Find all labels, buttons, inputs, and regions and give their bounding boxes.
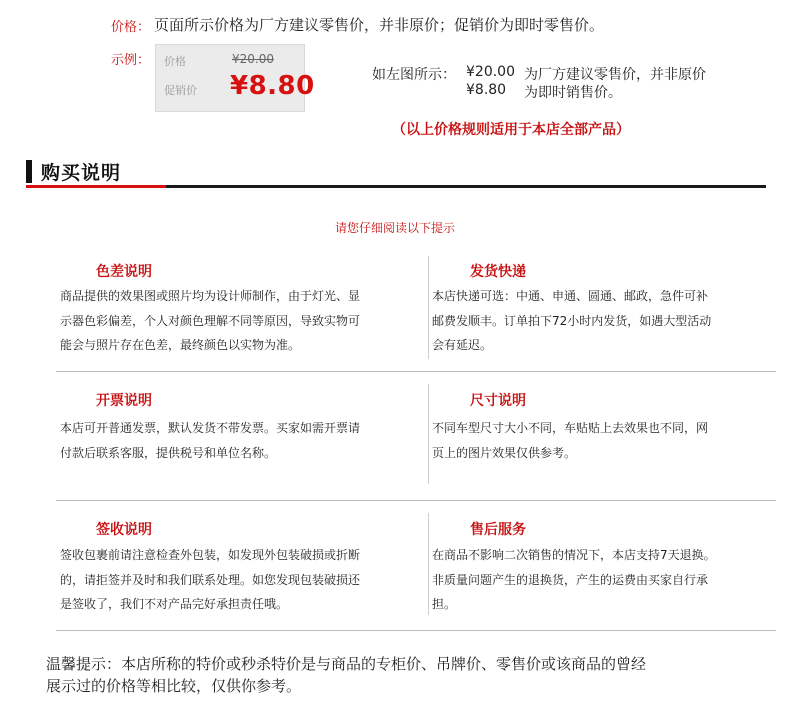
price-label: 价格：: [111, 20, 151, 35]
example-label: 示例：: [111, 53, 151, 68]
promo-price-label: 促销价: [164, 84, 197, 97]
price-rule-note: （以上价格规则适用于本店全部产品）: [392, 122, 630, 138]
heading-marker: [26, 160, 32, 183]
card-body-sign-for: 签收包裹前请注意检查外包装，如发现外包装破损或折断 的，请拒签并及时和我们联系处理。如您发现包装破损还 是签收了，我们不对产品完好承担责任哦。: [60, 548, 361, 611]
promo-price-value: ¥8.80: [230, 71, 315, 101]
row-divider: [56, 630, 776, 631]
section-title: 购买说明: [41, 162, 122, 184]
heading-underline-accent: [26, 185, 166, 188]
price-description: 页面所示价格为厂方建议零售价，并非原价；促销价为即时零售价。: [154, 16, 605, 34]
card-title-invoice: 开票说明: [96, 393, 152, 409]
read-notice: 请您仔细阅读以下提示: [334, 221, 455, 235]
card-body-shipping: 本店快递可选：中通、申通、圆通、邮政，急件可补 邮费发顺丰。订单拍下72小时内发货，如遇大型活动 会有延迟。: [432, 289, 712, 352]
original-price-label: 价格: [164, 55, 186, 68]
explanation-desc-1: 为厂方建议零售价，并非原价: [524, 67, 706, 83]
explanation-lead: 如左图所示：: [372, 67, 456, 83]
card-title-shipping: 发货快递: [470, 264, 526, 280]
explanation-price-2: ¥8.80: [466, 82, 507, 98]
row-divider: [56, 371, 776, 372]
row-divider: [56, 500, 776, 501]
column-divider: [428, 256, 429, 359]
card-title-after-sales: 售后服务: [470, 522, 526, 538]
column-divider: [428, 513, 429, 615]
original-price-value: ¥20.00: [232, 52, 274, 66]
column-divider: [428, 384, 429, 484]
card-body-after-sales: 在商品不影响二次销售的情况下，本店支持7天退换。 非质量问题产生的退换货，产生的运费由买家自行承 担。: [432, 548, 716, 611]
explanation-desc-2: 为即时销售价。: [524, 85, 622, 101]
card-title-color-difference: 色差说明: [96, 264, 152, 280]
card-title-sign-for: 签收说明: [96, 522, 152, 538]
explanation-price-1: ¥20.00: [466, 64, 515, 80]
card-title-size: 尺寸说明: [470, 393, 526, 409]
card-body-size: 不同车型尺寸大小不同，车贴贴上去效果也不同，网 页上的图片效果仅供参考。: [432, 421, 709, 460]
card-body-color-difference: 商品提供的效果图或照片均为设计师制作，由于灯光、显 示器色彩偏差，个人对颜色理解不同等原因，导致实物可 能会与照片存在色差，最终颜色以实物为准。: [60, 289, 361, 352]
price-example-box: [155, 44, 315, 112]
warm-tip: 温馨提示：本店所称的特价或秒杀特价是与商品的专柜价、吊牌价、零售价或该商品的曾经 展示过的价格等相比较，仅供你参考。: [46, 655, 647, 695]
card-body-invoice: 本店可开普通发票，默认发货不带发票。买家如需开票请 付款后联系客服，提供税号和单位名称。: [60, 421, 361, 460]
